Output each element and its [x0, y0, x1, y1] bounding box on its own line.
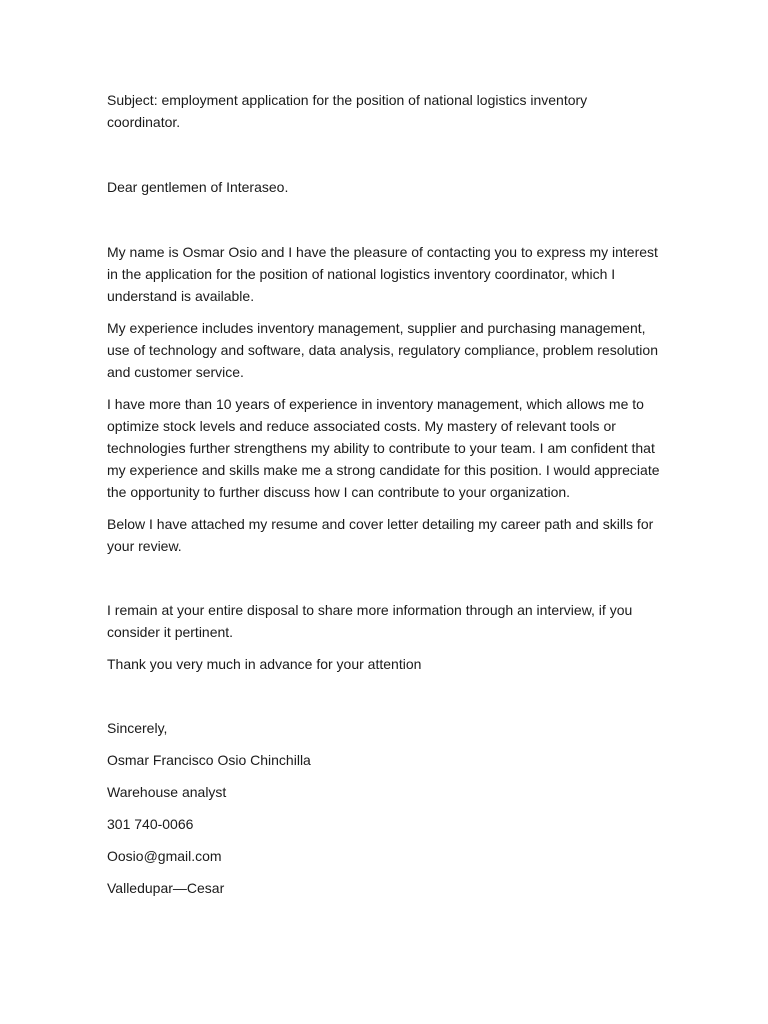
letter-salutation: Dear gentlemen of Interaseo.: [107, 179, 289, 195]
letter-paragraph-intro: My name is Osmar Osio and I have the pleasure of contacting you to express my interest in the application for the position of national logistics inventory coordinator, which I understand is available.: [107, 244, 658, 304]
signature-name: Osmar Francisco Osio Chinchilla: [107, 752, 311, 768]
signature-title: Warehouse analyst: [107, 784, 227, 800]
letter-paragraph-attachments: Below I have attached my resume and cover letter detailing my career path and skills for your review.: [107, 516, 654, 554]
signature-location: Valledupar—Cesar: [107, 880, 225, 896]
signature-phone: 301 740-0066: [107, 816, 194, 832]
letter-paragraph-availability: I remain at your entire disposal to share more information through an interview, if you consider it pertinent.: [107, 602, 633, 640]
signature-email: Oosio@gmail.com: [107, 848, 222, 864]
cover-letter: [107, 89, 663, 909]
letter-paragraph-experience: My experience includes inventory management, supplier and purchasing management, use of technology and software, data analysis, regulatory compliance, problem resolution and customer service.: [107, 320, 658, 380]
letter-paragraph-skills: I have more than 10 years of experience in inventory management, which allows me to optimize stock levels and reduce associated costs. My mastery of relevant tools or technologies further strengthens my ability to contribute to your team. I am confident that my experience and skills make me a strong candidate for this position. I would appreciate the opportunity to further discuss how I can contribute to your organization.: [107, 396, 660, 500]
letter-valediction: Sincerely,: [107, 720, 168, 736]
letter-thanks: Thank you very much in advance for your attention: [107, 656, 422, 672]
letter-subject: Subject: employment application for the position of national logistics inventory coordinator.: [107, 92, 588, 130]
